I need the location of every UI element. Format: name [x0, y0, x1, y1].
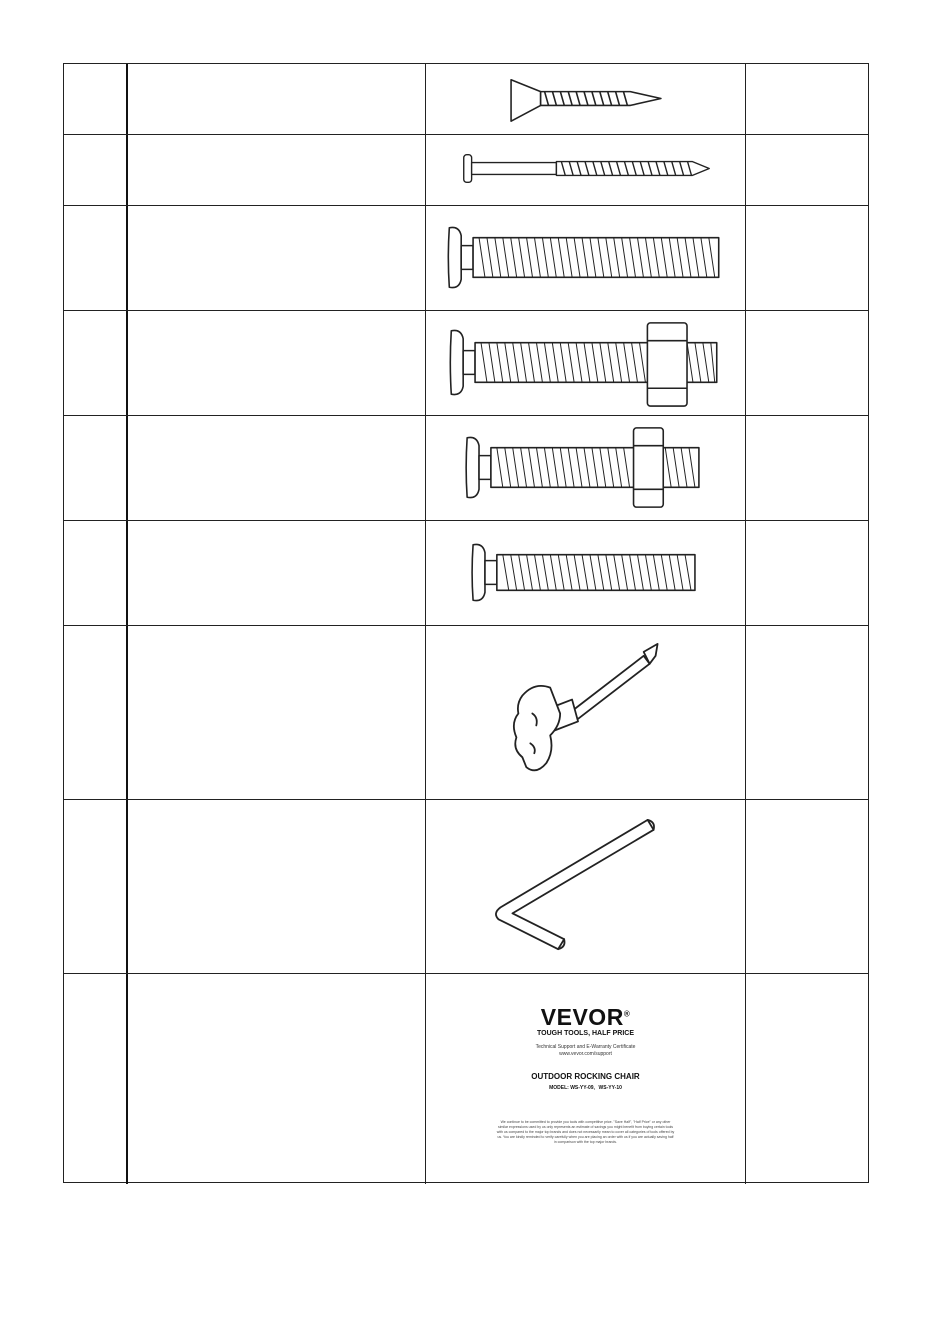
long-wood-screw-icon: [426, 135, 745, 205]
quantity-cell: [746, 416, 870, 520]
number-cell: [64, 311, 126, 415]
number-cell: [64, 135, 126, 205]
table-row: [64, 135, 868, 206]
quantity-cell: [746, 206, 870, 310]
table-row: [64, 64, 868, 135]
table-row: [64, 311, 868, 416]
number-cell: [64, 974, 126, 1184]
image-cell: [426, 311, 745, 415]
number-cell: [64, 800, 126, 973]
quantity-cell: [746, 64, 870, 134]
description-cell: [127, 974, 425, 1184]
quantity-cell: [746, 800, 870, 973]
registered-mark: ®: [623, 1009, 631, 1019]
quantity-cell: [746, 521, 870, 625]
description-cell: [127, 206, 425, 310]
parts-table: [63, 63, 869, 1183]
description-cell: [127, 311, 425, 415]
image-cell: [426, 416, 745, 520]
description-cell: [127, 521, 425, 625]
number-cell: [64, 416, 126, 520]
description-cell: [127, 64, 425, 134]
quantity-cell: [746, 311, 870, 415]
number-cell: [64, 64, 126, 134]
image-cell: [426, 64, 745, 134]
table-row: [64, 206, 868, 311]
image-cell: [426, 206, 745, 310]
brand-slogan: TOUGH TOOLS, HALF PRICE: [537, 1030, 634, 1037]
description-cell: [127, 135, 425, 205]
model-number: MODEL: WS-YY-09、WS-YY-10: [549, 1085, 622, 1091]
quantity-cell: [746, 626, 870, 799]
short-carriage-bolt-icon: [426, 521, 745, 625]
number-cell: [64, 521, 126, 625]
user-manual-cover-icon: [426, 974, 745, 1184]
description-cell: [127, 416, 425, 520]
image-cell: [426, 135, 745, 205]
support-line: Technical Support and E-Warranty Certificate: [535, 1044, 636, 1050]
brand-name: VEVOR: [540, 1004, 624, 1030]
quantity-cell: [746, 135, 870, 205]
long-carriage-bolt-icon: [426, 206, 745, 310]
product-name: OUTDOOR ROCKING CHAIR: [531, 1072, 640, 1081]
disclaimer-text: We continue to be committed to provide you tools with competitive price. "Save Half", "Half Price" or any other similar expressions used by us only represents an estimate of savings you might benefit from buying certain tools with us compared to the major top brands and does not necessarily mean to cover all categories of tools offered by us. You are kindly reminded to verify carefully when you are placing an order with us if you are actually saving half in comparison with the top major brands.: [496, 1120, 675, 1144]
table-row: [64, 626, 868, 800]
table-row: [64, 974, 868, 1184]
table-row: [64, 800, 868, 974]
quantity-cell: [746, 974, 870, 1184]
number-cell: [64, 626, 126, 799]
number-cell: [64, 206, 126, 310]
table-row: [64, 416, 868, 521]
allen-key-icon: [426, 800, 745, 973]
description-cell: [127, 626, 425, 799]
image-cell: [426, 626, 745, 799]
countersunk-wood-screw-icon: [426, 64, 745, 134]
t-handle-screwdriver-icon: [426, 626, 745, 799]
image-cell: [426, 974, 745, 1184]
table-row: [64, 521, 868, 626]
image-cell: [426, 800, 745, 973]
brand-logo: [426, 1004, 745, 1031]
support-url: www.vevor.com/support: [559, 1051, 612, 1057]
description-cell: [127, 800, 425, 973]
medium-carriage-bolt-with-nut-icon: [426, 416, 745, 520]
support-info: [426, 1044, 745, 1058]
image-cell: [426, 521, 745, 625]
carriage-bolt-with-nut-icon: [426, 311, 745, 415]
